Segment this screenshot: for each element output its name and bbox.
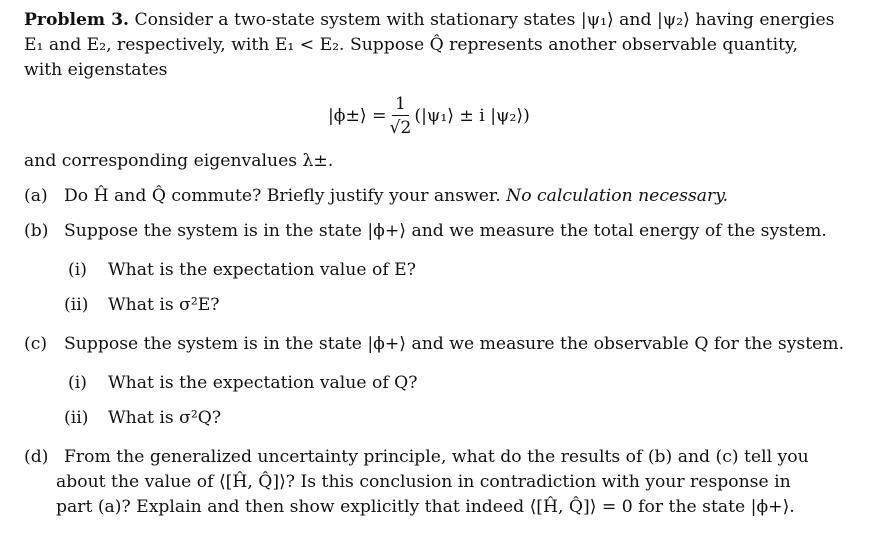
problem-heading: Problem 3. [24, 10, 130, 30]
intro-line-2: E₁ and E₂, respectively, with E₁ < E₂. Suppose Q̂ represents another observable quantity, [24, 35, 798, 55]
part-c-ii [24, 406, 858, 431]
part-d-line-2: about the value of ⟨[Ĥ, Q̂]⟩? Is this conclusion in contradiction with your response in [56, 472, 791, 492]
part-c-ii-text: What is σ²Q? [108, 408, 222, 428]
part-b-ii-text: What is σ²E? [108, 295, 220, 315]
part-b-i-label: (i) [68, 260, 87, 280]
eigenstate-equation [24, 83, 858, 149]
part-d [24, 445, 858, 520]
part-d-label: (d) [24, 447, 49, 467]
equation-fraction [389, 93, 411, 140]
part-a-text [64, 184, 858, 209]
part-c-i-label: (i) [68, 373, 87, 393]
part-b-text: Suppose the system is in the state |ϕ+⟩ and we measure the total energy of the system. [64, 221, 827, 241]
part-a-emphasis: No calculation necessary. [500, 186, 729, 206]
fraction-denominator: √2 [389, 117, 412, 138]
part-c-i-text: What is the expectation value of Q? [108, 373, 418, 393]
intro-line-1: Consider a two-state system with stationary states |ψ₁⟩ and |ψ₂⟩ having energies [129, 10, 835, 30]
part-d-line-1: From the generalized uncertainty principle, what do the results of (b) and (c) tell you [64, 447, 809, 467]
part-a-question: Do Ĥ and Q̂ commute? Briefly justify your answer. [64, 186, 501, 206]
part-a-label: (a) [24, 186, 48, 206]
equation-lhs: |ϕ±⟩ = [328, 105, 387, 126]
intro-line-3: with eigenstates [24, 60, 168, 80]
part-c-i [24, 371, 858, 396]
equation-rhs: (|ψ₁⟩ ± i |ψ₂⟩) [414, 105, 530, 126]
problem-intro [24, 8, 858, 83]
part-c-ii-label: (ii) [64, 408, 89, 428]
part-c [24, 332, 858, 357]
part-b [24, 219, 858, 244]
part-b-i-text: What is the expectation value of E? [108, 260, 416, 280]
part-b-ii [24, 293, 858, 318]
part-a [24, 184, 858, 209]
part-b-ii-label: (ii) [64, 295, 89, 315]
fraction-numerator: 1 [392, 93, 409, 116]
part-c-text: Suppose the system is in the state |ϕ+⟩ and we measure the observable Q for the system. [64, 334, 845, 354]
eigenvalue-sentence: and corresponding eigenvalues λ±. [24, 151, 334, 171]
problem-page [24, 8, 858, 520]
part-b-i [24, 258, 858, 283]
part-d-line-3: part (a)? Explain and then show explicitly that indeed ⟨[Ĥ, Q̂]⟩ = 0 for the state |ϕ+⟩. [56, 497, 795, 517]
part-c-label: (c) [24, 334, 48, 354]
part-b-label: (b) [24, 221, 49, 241]
